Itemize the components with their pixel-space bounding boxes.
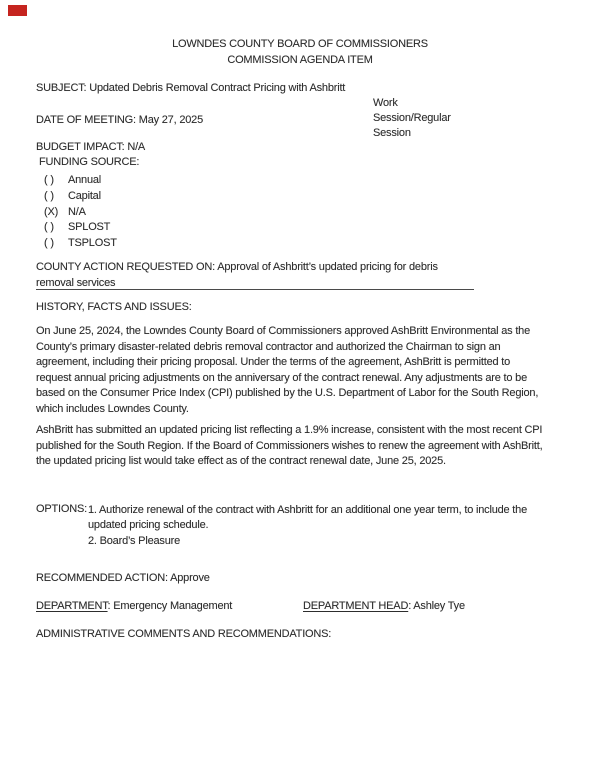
paragraph-line: County’s primary disaster-related debris removal contractor and authorized the Chairman to sign an (36, 340, 501, 353)
funding-option-label: Annual (68, 174, 102, 186)
county-action-line-2: removal services (36, 276, 116, 289)
session-line-3: Session (373, 127, 411, 139)
county-action-requested (36, 260, 438, 291)
date-of-meeting: DATE OF MEETING: May 27, 2025 (36, 114, 203, 126)
funding-source-list (44, 173, 117, 252)
funding-source-label: FUNDING SOURCE: (39, 156, 140, 168)
session-line-2: Session/Regular (373, 112, 451, 124)
red-corner-mark (8, 5, 27, 16)
title-line-2: COMMISSION AGENDA ITEM (227, 53, 373, 66)
funding-option-capital (44, 189, 117, 205)
paragraph-line: On June 25, 2024, the Lowndes County Board of Commissioners approved AshBritt Environmental as the (36, 325, 531, 337)
history-heading: HISTORY, FACTS AND ISSUES: (36, 301, 192, 313)
funding-option-label: N/A (68, 205, 86, 218)
recommended-action: RECOMMENDED ACTION: Approve (36, 572, 210, 584)
department-field (36, 600, 232, 612)
horizontal-rule (36, 289, 474, 290)
funding-option-label: TSPLOST (68, 237, 117, 250)
paragraph-line: published for the South Region. If the Board of Commissioners wishes to renew the agreement with AshBritt, (36, 439, 543, 452)
funding-option-label: Capital (68, 189, 101, 202)
subject-line: SUBJECT: Updated Debris Removal Contract Pricing with Ashbritt (36, 82, 346, 94)
paragraph-line: the updated pricing list would take effect as of the contract renewal date, June 25, 2025. (36, 455, 446, 467)
option-1-line-1: 1. Authorize renewal of the contract with Ashbritt for an additional one year term, to include the (88, 504, 527, 516)
session-line-1: Work (373, 97, 398, 109)
department-head-label: DEPARTMENT HEAD (303, 600, 409, 612)
checkbox-capital: ( ) (44, 189, 54, 202)
funding-option-na (44, 205, 117, 221)
title-line-1: LOWNDES COUNTY BOARD OF COMMISSIONERS (172, 38, 428, 50)
options-list (88, 503, 527, 549)
checkbox-na-checked: (X) (44, 205, 59, 218)
administrative-comments-heading: ADMINISTRATIVE COMMENTS AND RECOMMENDATIONS: (36, 628, 332, 640)
checkbox-tsplost: ( ) (44, 237, 54, 250)
funding-option-tsplost (44, 236, 117, 252)
document-title (0, 37, 600, 68)
budget-impact: BUDGET IMPACT: N/A (36, 141, 146, 153)
paragraph-line: agreement, including their pricing proposal. Under the terms of the agreement, AshBritt is permitted to (36, 356, 511, 368)
history-paragraph-1 (36, 324, 538, 417)
checkbox-annual: ( ) (44, 174, 54, 186)
funding-option-splost (44, 220, 117, 236)
session-type (373, 96, 451, 141)
option-1-line-2: updated pricing schedule. (88, 519, 209, 532)
paragraph-line: AshBritt has submitted an updated pricing list reflecting a 1.9% increase, consistent with the most recent CPI (36, 424, 543, 436)
history-paragraph-2 (36, 423, 542, 470)
funding-option-annual (44, 173, 117, 189)
department-head-field (303, 600, 465, 612)
paragraph-line: request annual pricing adjustments on the anniversary of the contract renewal. Any adjustments are to be (36, 371, 527, 384)
checkbox-splost: ( ) (44, 221, 54, 234)
county-action-line-1: COUNTY ACTION REQUESTED ON: Approval of Ashbritt’s updated pricing for debris (36, 261, 438, 273)
funding-option-label: SPLOST (68, 221, 111, 234)
department-head-value: : Ashley Tye (408, 600, 465, 612)
options-label: OPTIONS: (36, 503, 87, 515)
paragraph-line: based on the Consumer Price Index (CPI) published by the U.S. Department of Labor for the South Region, (36, 387, 539, 399)
department-value: : Emergency Management (107, 600, 233, 612)
paragraph-line: which includes Lowndes County. (36, 402, 189, 415)
option-2: 2. Board’s Pleasure (88, 534, 180, 547)
department-label: DEPARTMENT (36, 600, 108, 612)
